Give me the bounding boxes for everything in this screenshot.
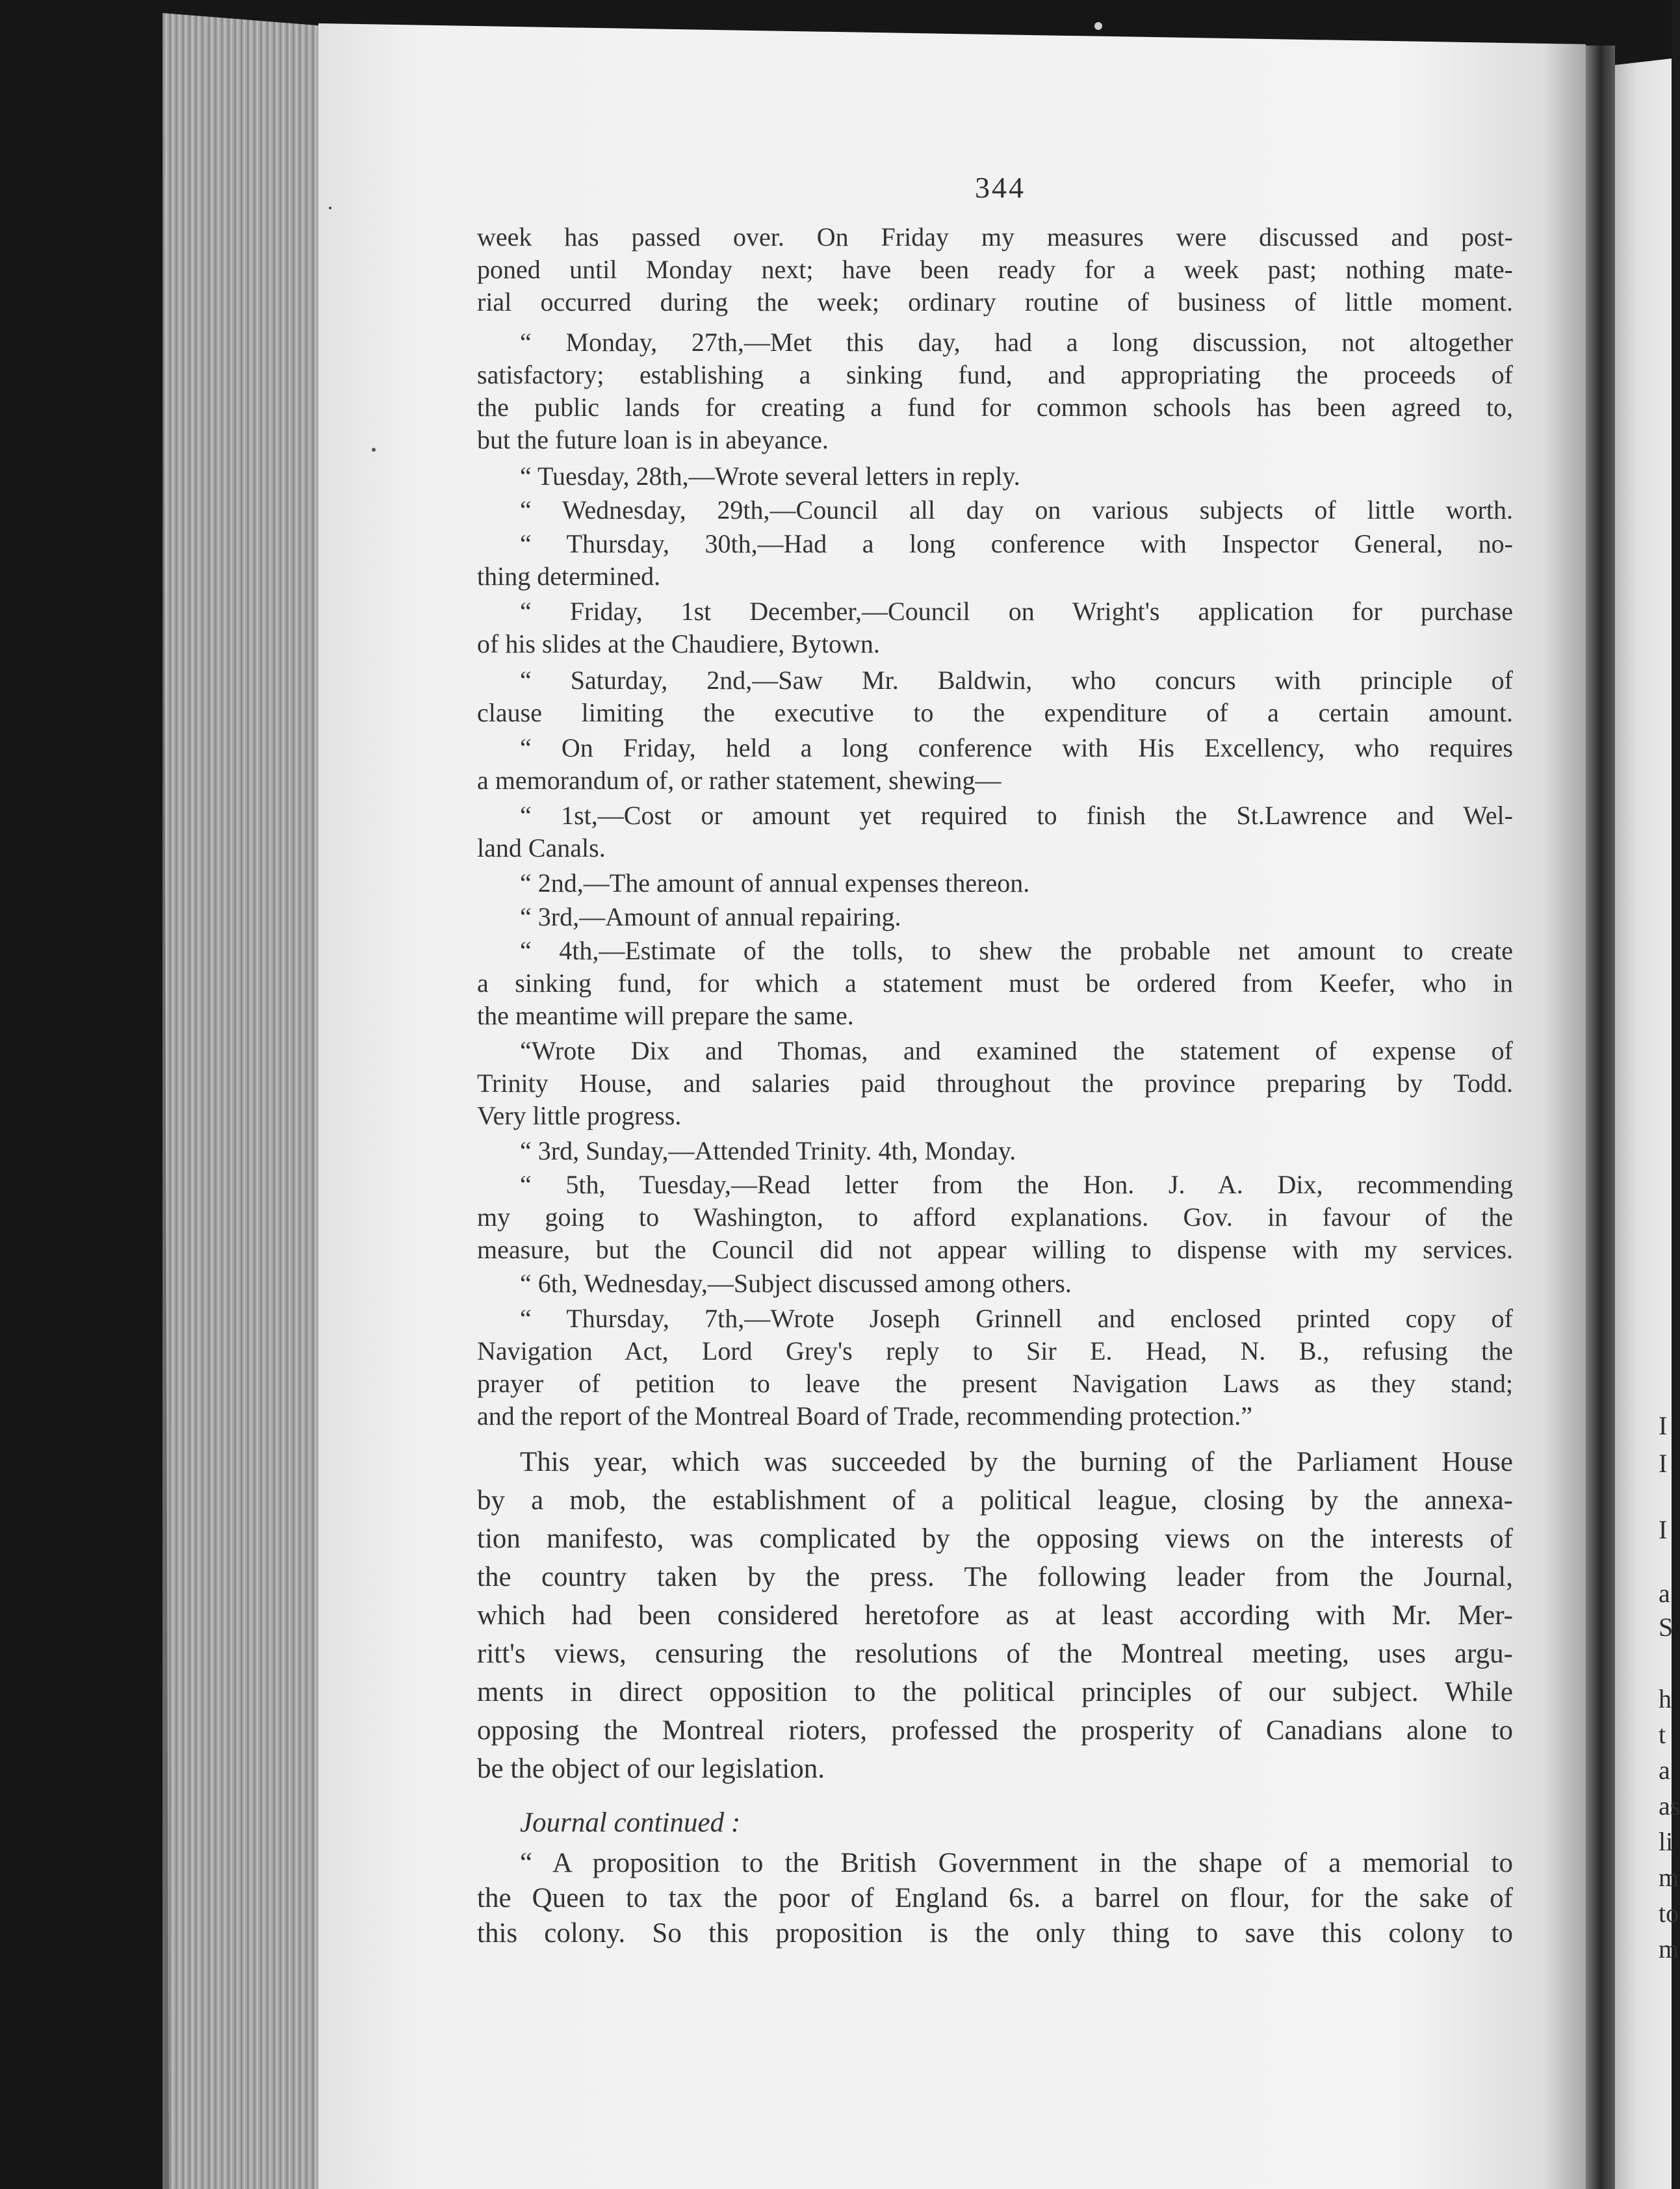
text-line: the public lands for creating a fund for common schools has been agreed to, xyxy=(477,393,1513,422)
text-line: Journal continued : xyxy=(520,1807,741,1838)
facing-page-fragment: h xyxy=(1659,1684,1672,1713)
facing-page-fragment: I xyxy=(1659,1411,1668,1440)
text-line: thing determined. xyxy=(477,562,661,591)
text-line: “ 2nd,—The amount of annual expenses thereon. xyxy=(520,868,1030,898)
text-line: rial occurred during the week; ordinary routine of business of little moment. xyxy=(477,287,1513,317)
text-line: “ Friday, 1st December,—Council on Wright's application for purchase xyxy=(520,597,1513,626)
text-line: “Wrote Dix and Thomas, and examined the statement of expense of xyxy=(520,1036,1513,1065)
page-number: 344 xyxy=(975,171,1026,204)
facing-page-fragment: as xyxy=(1659,1791,1680,1820)
text-line: Very little progress. xyxy=(477,1101,682,1130)
facing-page-fragment: S xyxy=(1659,1613,1674,1642)
text-line: “ 6th, Wednesday,—Subject discussed among others. xyxy=(520,1269,1072,1298)
text-line: “ 5th, Tuesday,—Read letter from the Hon. J. A. Dix, recommending xyxy=(520,1170,1513,1199)
text-line: “ 3rd, Sunday,—Attended Trinity. 4th, Monday. xyxy=(520,1136,1016,1165)
text-line: “ 1st,—Cost or amount yet required to finish the St.Lawrence and Wel- xyxy=(520,801,1513,830)
text-line: opposing the Montreal rioters, professed the prosperity of Canadians alone to xyxy=(477,1715,1513,1746)
facing-page-fragment: a xyxy=(1659,1755,1670,1785)
text-line: week has passed over. On Friday my measures were discussed and post- xyxy=(477,222,1513,252)
facing-page-fragment: a xyxy=(1659,1579,1670,1608)
text-line: poned until Monday next; have been ready for a week past; nothing mate- xyxy=(477,255,1513,284)
text-line: by a mob, the establishment of a political league, closing by the annexa- xyxy=(477,1485,1513,1516)
text-line: Navigation Act, Lord Grey's reply to Sir E. Head, N. B., refusing the xyxy=(477,1336,1513,1366)
text-line: ritt's views, censuring the resolutions of the Montreal meeting, uses argu- xyxy=(477,1639,1513,1669)
text-line: “ 3rd,—Amount of annual repairing. xyxy=(520,902,901,931)
text-line: this colony. So this proposition is the only thing to save this colony to xyxy=(477,1918,1513,1949)
text-line: Trinity House, and salaries paid throughout the province preparing by Todd. xyxy=(477,1069,1513,1098)
text-line: which had been considered heretofore as at least according with Mr. Mer- xyxy=(477,1600,1513,1631)
text-line: prayer of petition to leave the present Navigation Laws as they stand; xyxy=(477,1369,1513,1398)
text-line: “ Thursday, 7th,—Wrote Joseph Grinnell and enclosed printed copy of xyxy=(520,1304,1513,1333)
text-line: my going to Washington, to afford explanations. Gov. in favour of the xyxy=(477,1202,1513,1232)
facing-page-fragment: I xyxy=(1659,1515,1668,1544)
text-line: “ Tuesday, 28th,—Wrote several letters in reply. xyxy=(520,461,1020,491)
text-line: of his slides at the Chaudiere, Bytown. xyxy=(477,629,880,658)
facing-page-fragment: li xyxy=(1659,1827,1674,1856)
text-line: “ 4th,—Estimate of the tolls, to shew the probable net amount to create xyxy=(520,936,1513,965)
text-line: “ Saturday, 2nd,—Saw Mr. Baldwin, who concurs with principle of xyxy=(520,666,1513,695)
text-line: be the object of our legislation. xyxy=(477,1754,825,1784)
text-line: tion manifesto, was complicated by the opposing views on the interests of xyxy=(477,1523,1513,1554)
text-line: “ Thursday, 30th,—Had a long conference with Inspector General, no- xyxy=(520,529,1513,558)
text-line: and the report of the Montreal Board of Trade, recommending protection.” xyxy=(477,1401,1252,1431)
text-line: land Canals. xyxy=(477,833,606,862)
text-line: the meantime will prepare the same. xyxy=(477,1001,854,1030)
text-line: “ On Friday, held a long conference with His Excellency, who requires xyxy=(520,733,1513,762)
text-line: the country taken by the press. The following leader from the Journal, xyxy=(477,1562,1513,1592)
text-line: “ Monday, 27th,—Met this day, had a long discussion, not altogether xyxy=(520,328,1513,357)
text-line: the Queen to tax the poor of England 6s. a barrel on flour, for the sake of xyxy=(477,1883,1513,1913)
facing-page-fragment: t xyxy=(1659,1720,1666,1749)
text-line: “ A proposition to the British Government in the shape of a memorial to xyxy=(520,1848,1513,1878)
facing-page-fragment: I xyxy=(1659,1449,1668,1478)
text-line: satisfactory; establishing a sinking fund, and appropriating the proceeds of xyxy=(477,360,1513,389)
text-line: ments in direct opposition to the political principles of our subject. While xyxy=(477,1677,1513,1707)
facing-page-fragment: m xyxy=(1659,1863,1679,1892)
text-line: but the future loan is in abeyance. xyxy=(477,425,829,454)
facing-page-fragment: to xyxy=(1659,1898,1679,1928)
text-line: This year, which was succeeded by the burning of the Parliament House xyxy=(520,1447,1513,1477)
text-line: clause limiting the executive to the expenditure of a certain amount. xyxy=(477,698,1513,727)
text-line: “ Wednesday, 29th,—Council all day on various subjects of little worth. xyxy=(520,495,1513,525)
text-line: measure, but the Council did not appear willing to dispense with my services. xyxy=(477,1235,1513,1264)
text-line: a sinking fund, for which a statement must be ordered from Keefer, who in xyxy=(477,968,1513,998)
facing-page-fragment: m xyxy=(1659,1934,1679,1963)
text-line: a memorandum of, or rather statement, shewing— xyxy=(477,766,1002,795)
